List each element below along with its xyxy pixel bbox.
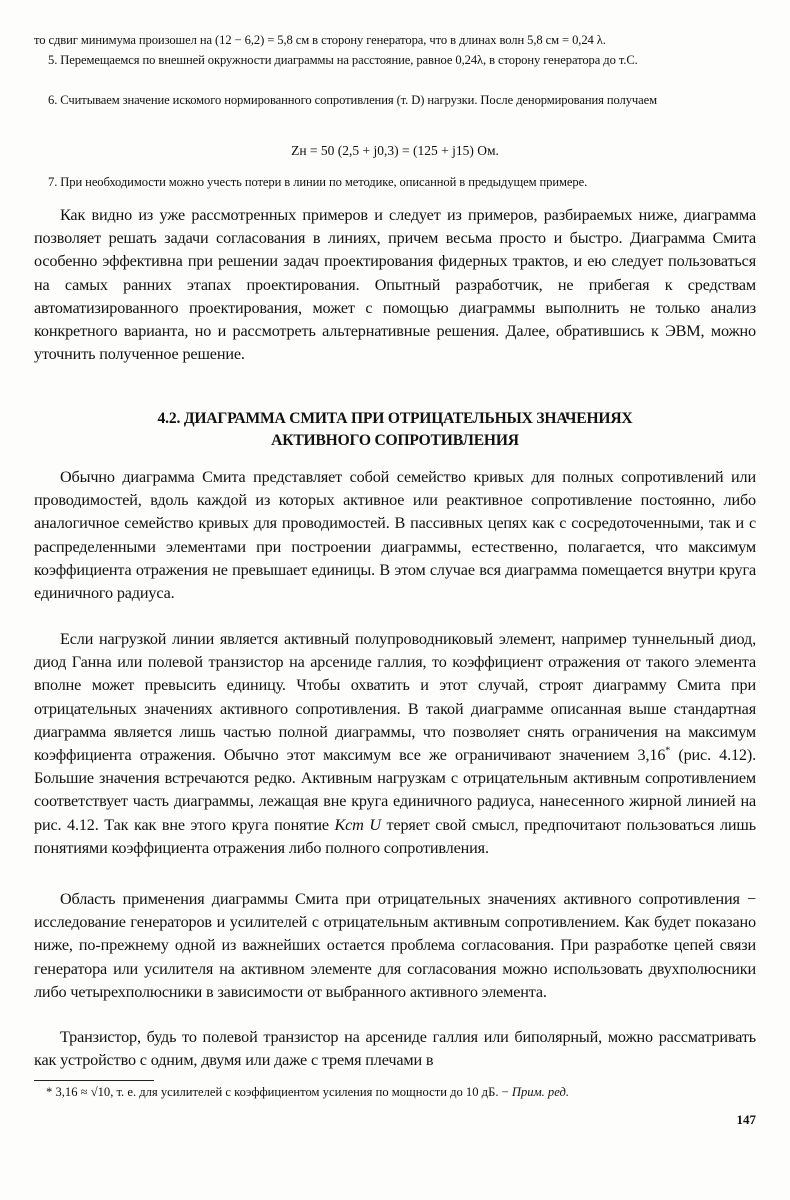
paragraph-transistor: Транзистор, будь то полевой транзистор на арсениде галлия или биполярный, можно рассматривать как устройство с одним, двумя или даже с тремя плечами в: [34, 1028, 756, 1070]
paragraph-part-1: Если нагрузкой линии является активный полупроводниковый элемент, например туннельный диод, диод Ганна или полевой транзистор на арсениде галлия, то коэффициент отражения от такого элемента вполне может превысить единицу. Чтобы охватить и этот случай, строят диаграмму Смита при отрицательных значениях активного сопротивления. В такой диаграмме описанная выше стандартная диаграмма является лишь частью полной диаграммы, что позволяет снять ограничения на максимум коэффициента отражения. Обычно этот максимум все же ограничивают значением 3,16: [34, 630, 756, 765]
paragraph-part-3: теряет свой смысл, предпочитают пользоваться лишь понятиями коэффициента отражения либо полного сопротивления.: [34, 815, 756, 857]
section-title-line-2: АКТИВНОГО СОПРОТИВЛЕНИЯ: [271, 432, 519, 449]
footnote: [46, 1084, 756, 1101]
paragraph-negative-resistance: [34, 628, 756, 860]
impedance-formula: Zн = 50 (2,5 + j0,3) = (125 + j15) Ом.: [291, 143, 499, 158]
paragraph-standard-chart: Обычно диаграмма Смита представляет собой семейство кривых для полных сопротивлений или проводимостей, вдоль каждой из которых активное или реактивное сопротивление постоянно, либо аналогичное семейство кривых для проводимостей. В пассивных цепях как с сосредоточенными, так и с распределенными элементами при построении диаграммы, естественно, полагается, что максимум коэффициента отражения не превышает единицы. В этом случае вся диаграмма помещается внутри круга единичного радиуса.: [34, 468, 756, 603]
paragraph-part-2: (рис. 4.12). Большие значения встречаются редко. Активным нагрузкам с отрицательным активным сопротивлением соответствует часть диаграммы, лежащая вне круга единичного радиуса, нанесенного жирной линией на рис. 4.12. Так как вне этого круга понятие: [34, 746, 757, 834]
step-6: 6. Считываем значение искомого нормированного сопротивления (т. D) нагрузки. После денормирования получаем: [48, 93, 657, 107]
footnote-rule: [34, 1080, 154, 1081]
step-5: 5. Перемещаемся по внешней окружности диаграммы на расстояние, равное 0,24λ, в сторону генератора до т.С.: [48, 53, 638, 67]
paragraph-application: Область применения диаграммы Смита при отрицательных значениях активного сопротивления − исследование генераторов и усилителей с отрицательным активным сопротивлением. Как будет показано ниже, по-прежнему одной из важнейших остается проблема согласования. При разработке цепей связи генератора или усилителя на активном элементе для согласования можно использовать двухполюсники либо четырехполюсники в зависимости от выбранного активного элемента.: [34, 890, 756, 1001]
footnote-text: * 3,16 ≈ √10, т. е. для усилителей с коэффициентом усиления по мощности до 10 дБ. −: [46, 1085, 512, 1099]
step-7: 7. При необходимости можно учесть потери в линии по методике, описанной в предыдущем примере.: [48, 175, 588, 189]
page-number: 147: [736, 1112, 756, 1127]
editor-note: Прим. ред.: [511, 1085, 569, 1099]
vswr-symbol: Kст U: [334, 815, 381, 834]
paragraph-summary: Как видно из уже рассмотренных примеров и следует из примеров, разбираемых ниже, диаграмма позволяет решать задачи согласования в линиях, причем весьма просто и быстро. Диаграмма Смита особенно эффективна при решении задач проектирования фидерных трактов, и ею следует пользоваться на самых ранних этапах проектирования. Опытный разработчик, не прибегая к средствам автоматизированного проектирования, может с помощью диаграммы выполнить не только анализ конкретного варианта, но и рассмотреть альтернативные решения. Далее, обратившись к ЭВМ, можно уточнить полученное решение.: [34, 206, 756, 364]
continuation-line: то сдвиг минимума произошел на (12 − 6,2) = 5,8 см в сторону генератора, что в длинах волн 5,8 см = 0,24 λ.: [34, 33, 606, 47]
section-title-line-1: 4.2. ДИАГРАММА СМИТА ПРИ ОТРИЦАТЕЛЬНЫХ ЗНАЧЕНИЯХ: [157, 410, 633, 427]
footnote-marker: *: [665, 745, 671, 757]
